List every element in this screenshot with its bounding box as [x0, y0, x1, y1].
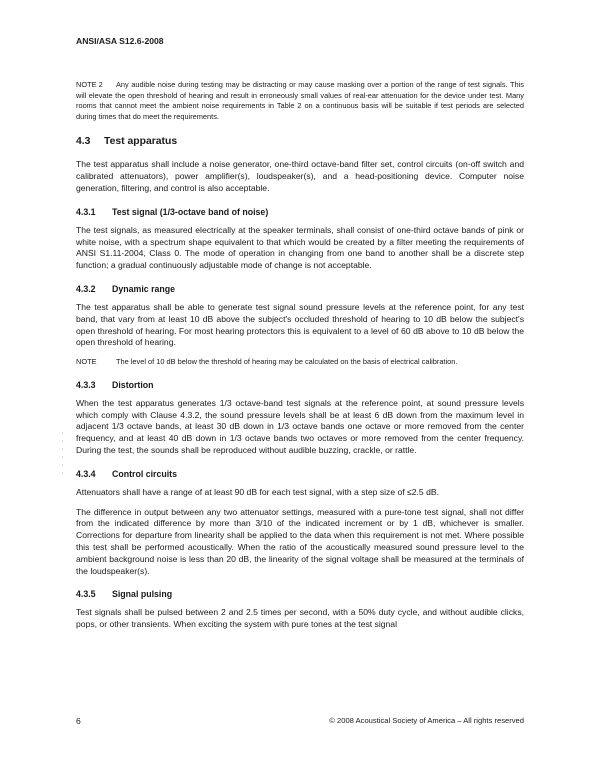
- section-title: Control circuits: [112, 468, 178, 479]
- section-heading-4-3-3: [76, 380, 524, 390]
- section-number: 4.3.3: [76, 379, 96, 390]
- paragraph: Attenuators shall have a range of at least 90 dB for each test signal, with a step size of ≤2.5 dB.: [76, 486, 440, 497]
- note-label: NOTE: [76, 357, 97, 367]
- note-label: NOTE 2: [76, 80, 103, 89]
- section-number: 4.3.4: [76, 468, 96, 479]
- paragraph: The test signals, as measured electrically at the speaker terminals, shall consist of one-third octave bands of pink or white noise, with a spectrum shape equivalent to that which would be created by a filter meeting the requirements of ANSI S1.11-2004, Class 0. The mode of operation in changing from one band to another shall be a discrete step function; a gradual continuously adjustable mode of change is not acceptable.: [76, 224, 524, 271]
- section-heading-4-3-1: [76, 207, 524, 217]
- margin-mark: [62, 432, 64, 492]
- section-heading-4-3: [76, 136, 524, 147]
- section-number: 4.3.1: [76, 206, 96, 217]
- section-heading-4-3-5: [76, 589, 524, 599]
- page-number: 6: [76, 716, 81, 726]
- note-2: [76, 80, 524, 122]
- paragraph: The test apparatus shall include a noise generator, one-third octave-band filter set, control circuits (on-off switch and calibrated attenuators), power amplifier(s), loudspeaker(s), and a head-positioning device. Computer noise generation, filtering, and control is also acceptable.: [76, 159, 524, 193]
- page-content: [76, 80, 524, 631]
- paragraph: The test apparatus shall be able to generate test signal sound pressure levels at the reference point, for any test band, that vary from at least 10 dB above the subject's occluded threshold of hearing to 10 dB below the subject's open threshold of hearing. For most hearing protectors this is equivalent to a level of 60 dB above to 10 dB below the open threshold of hearing.: [76, 301, 524, 348]
- section-heading-4-3-2: [76, 284, 524, 294]
- section-title: Distortion: [112, 379, 154, 390]
- section-title: Dynamic range: [112, 283, 176, 294]
- paragraph: The difference in output between any two attenuator settings, measured with a pure-tone test signal, shall not differ from the indicated difference by more than 3/10 of the indicated increment or by 1 dB, whichever is smaller. Corrections for departure from linearity shall be applied to the data when this requirement is not met. Where possible this test shall be performed acoustically. When the ratio of the acoustically measured sound pressure level to the ambient background noise is less than 20 dB, the linearity of the signal voltage shall be measured at the terminals of the loudspeaker(s).: [76, 506, 524, 576]
- section-title: Signal pulsing: [112, 589, 173, 600]
- section-number: 4.3: [76, 136, 91, 148]
- note-text: The level of 10 dB below the threshold of hearing may be calculated on the basis of electrical calibration.: [116, 357, 458, 367]
- paragraph: When the test apparatus generates 1/3 octave-band test signals at the reference point, at sound pressure levels which comply with Clause 4.3.2, the sound pressure levels shall be at least 6 dB down from the maximum level in adjacent 1/3 octave bands, at least 30 dB down in 1/3 octave bands one octave or more removed from the center frequency, and at least 40 dB down in 1/3 octave bands two octaves or more removed from the center frequency. During the test, the sounds shall be reproduced without audible buzzing, crackle, or rattle.: [76, 397, 524, 455]
- section-title: Test apparatus: [104, 136, 178, 148]
- paragraph: Test signals shall be pulsed between 2 and 2.5 times per second, with a 50% duty cycle, and without audible clicks, pops, or other transients. When exciting the system with pure tones at the test signal: [76, 607, 524, 630]
- section-title: Test signal (1/3-octave band of noise): [112, 206, 269, 217]
- note-text: Any audible noise during testing may be distracting or may cause masking over a portion of the range of test signals. This will elevate the open threshold of hearing and result in erroneously small values of real-ear attenuation for the device under test. Many rooms that cannot meet the ambient noise requirements in Table 2 on a continuous basis will be suitable if test periods are selected during times that do meet the requirements.: [76, 80, 524, 121]
- running-header: ANSI/ASA S12.6-2008: [76, 36, 164, 46]
- note: [76, 357, 524, 368]
- section-heading-4-3-4: [76, 469, 524, 479]
- section-number: 4.3.2: [76, 283, 96, 294]
- copyright-notice: © 2008 Acoustical Society of America – All rights reserved: [329, 716, 524, 725]
- section-number: 4.3.5: [76, 589, 96, 600]
